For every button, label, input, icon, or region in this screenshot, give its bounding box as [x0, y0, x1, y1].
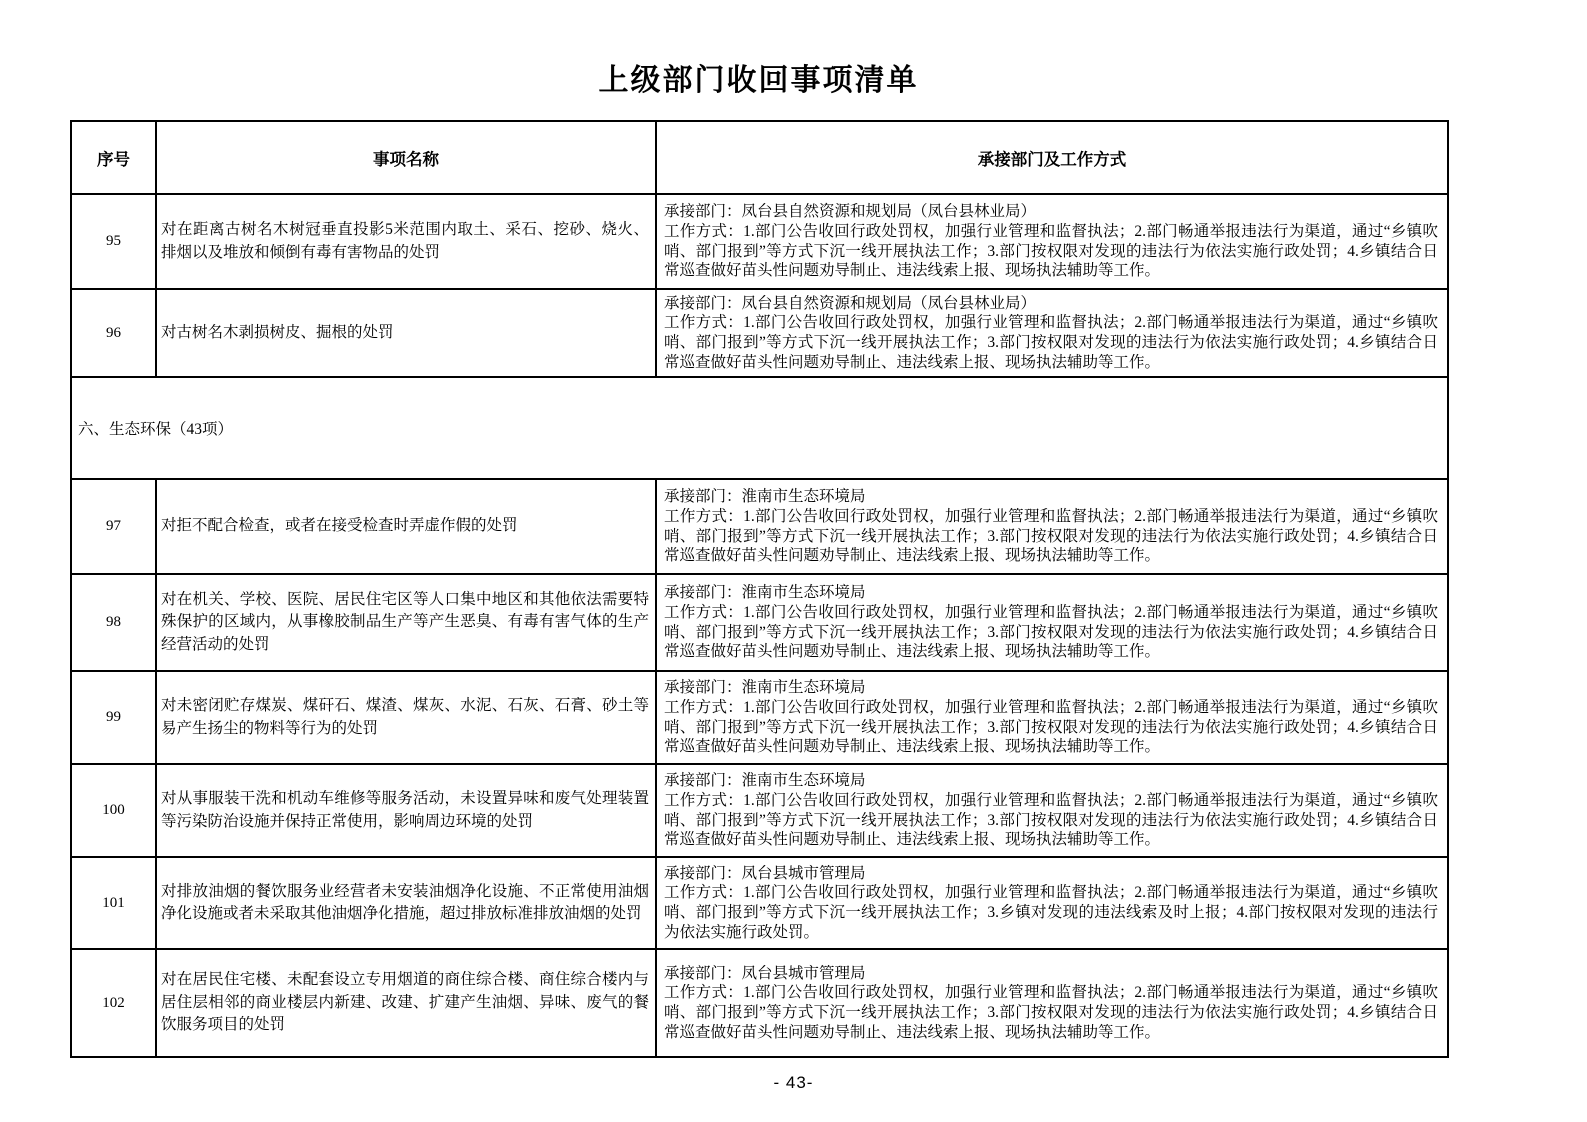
work-method-text: 工作方式：1.部门公告收回行政处罚权，加强行业管理和监督执法；2.部门畅通举报违法行为渠道，通过“乡镇吹哨、部门报到”等方式下沉一线开展执法工作；3.部门按权限对发现的违法行为依法实施行政处罚；4.乡镇结合日常巡查做好苗头性问题劝导制止、违法线索上报、现场执法辅助等工作。 — [664, 314, 1438, 371]
table-row — [71, 949, 1448, 1057]
undertaking-department-text: 承接部门：凤台县自然资源和规划局（凤台县林业局） — [664, 294, 1037, 312]
table-row — [71, 194, 1448, 289]
row-department-cell — [656, 574, 1448, 671]
header-cell-department: 承接部门及工作方式 — [656, 121, 1448, 194]
row-number-cell: 102 — [71, 949, 156, 1057]
row-number-cell: 96 — [71, 289, 156, 377]
undertaking-department-text: 承接部门：凤台县城市管理局 — [664, 864, 866, 882]
undertaking-department-text: 承接部门：淮南市生态环境局 — [664, 584, 866, 602]
work-method-text: 工作方式：1.部门公告收回行政处罚权，加强行业管理和监督执法；2.部门畅通举报违法行为渠道，通过“乡镇吹哨、部门报到”等方式下沉一线开展执法工作；3.乡镇对发现的违法线索及时上报；4.部门按权限对发现的违法行为依法实施行政处罚。 — [664, 884, 1438, 941]
table-body — [71, 194, 1448, 1057]
header-cell-item-name: 事项名称 — [156, 121, 656, 194]
row-item-name-cell: 对从事服装干洗和机动车维修等服务活动，未设置异味和废气处理装置等污染防治设施并保持正常使用，影响周边环境的处罚 — [156, 764, 656, 857]
row-number-cell: 97 — [71, 479, 156, 574]
section-label: 六、生态环保（43项） — [71, 377, 1448, 479]
page-number: - 43- — [773, 1073, 814, 1092]
table-row — [71, 764, 1448, 857]
work-method-text: 工作方式：1.部门公告收回行政处罚权，加强行业管理和监督执法；2.部门畅通举报违法行为渠道，通过“乡镇吹哨、部门报到”等方式下沉一线开展执法工作；3.部门按权限对发现的违法行为依法实施行政处罚；4.乡镇结合日常巡查做好苗头性问题劝导制止、违法线索上报、现场执法辅助等工作。 — [664, 603, 1438, 661]
undertaking-department-text: 承接部门：淮南市生态环境局 — [664, 772, 866, 790]
work-method-text: 工作方式：1.部门公告收回行政处罚权，加强行业管理和监督执法；2.部门畅通举报违法行为渠道，通过“乡镇吹哨、部门报到”等方式下沉一线开展执法工作；3.部门按权限对发现的违法行为依法实施行政处罚；4.乡镇结合日常巡查做好苗头性问题劝导制止、违法线索上报、现场执法辅助等工作。 — [664, 698, 1438, 756]
table-row — [71, 289, 1448, 377]
page-title: 上级部门收回事项清单 — [598, 64, 919, 97]
row-department-cell — [656, 479, 1448, 574]
table-row — [71, 479, 1448, 574]
row-department-cell — [656, 671, 1448, 764]
items-table — [70, 120, 1449, 1058]
table-row — [71, 857, 1448, 949]
row-department-cell — [656, 764, 1448, 857]
work-method-text: 工作方式：1.部门公告收回行政处罚权，加强行业管理和监督执法；2.部门畅通举报违法行为渠道，通过“乡镇吹哨、部门报到”等方式下沉一线开展执法工作；3.部门按权限对发现的违法行为依法实施行政处罚；4.乡镇结合日常巡查做好苗头性问题劝导制止、违法线索上报、现场执法辅助等工作。 — [664, 222, 1438, 280]
header-cell-index: 序号 — [71, 121, 156, 194]
section-header-row — [71, 377, 1448, 479]
row-number-cell: 98 — [71, 574, 156, 671]
row-department-cell — [656, 857, 1448, 949]
undertaking-department-text: 承接部门：淮南市生态环境局 — [664, 488, 866, 506]
table-row — [71, 574, 1448, 671]
row-item-name-cell: 对在机关、学校、医院、居民住宅区等人口集中地区和其他依法需要特殊保护的区域内，从事橡胶制品生产等产生恶臭、有毒有害气体的生产经营活动的处罚 — [156, 574, 656, 671]
row-number-cell: 101 — [71, 857, 156, 949]
row-number-cell: 95 — [71, 194, 156, 289]
row-item-name-cell: 对拒不配合检查，或者在接受检查时弄虚作假的处罚 — [156, 479, 656, 574]
row-number-cell: 100 — [71, 764, 156, 857]
table-row — [71, 671, 1448, 764]
work-method-text: 工作方式：1.部门公告收回行政处罚权，加强行业管理和监督执法；2.部门畅通举报违法行为渠道，通过“乡镇吹哨、部门报到”等方式下沉一线开展执法工作；3.部门按权限对发现的违法行为依法实施行政处罚；4.乡镇结合日常巡查做好苗头性问题劝导制止、违法线索上报、现场执法辅助等工作。 — [664, 507, 1438, 565]
row-department-cell — [656, 194, 1448, 289]
row-item-name-cell: 对古树名木剥损树皮、掘根的处罚 — [156, 289, 656, 377]
row-number-cell: 99 — [71, 671, 156, 764]
undertaking-department-text: 承接部门：淮南市生态环境局 — [664, 679, 866, 697]
undertaking-department-text: 承接部门：凤台县自然资源和规划局（凤台县林业局） — [664, 203, 1037, 221]
row-item-name-cell: 对未密闭贮存煤炭、煤矸石、煤渣、煤灰、水泥、石灰、石膏、砂土等易产生扬尘的物料等行为的处罚 — [156, 671, 656, 764]
row-department-cell — [656, 289, 1448, 377]
table-header-row — [71, 121, 1448, 194]
work-method-text: 工作方式：1.部门公告收回行政处罚权，加强行业管理和监督执法；2.部门畅通举报违法行为渠道，通过“乡镇吹哨、部门报到”等方式下沉一线开展执法工作；3.部门按权限对发现的违法行为依法实施行政处罚；4.乡镇结合日常巡查做好苗头性问题劝导制止、违法线索上报、现场执法辅助等工作。 — [664, 791, 1438, 849]
row-department-cell — [656, 949, 1448, 1057]
row-item-name-cell: 对在距离古树名木树冠垂直投影5米范围内取土、采石、挖砂、烧火、排烟以及堆放和倾倒有毒有害物品的处罚 — [156, 194, 656, 289]
row-item-name-cell: 对在居民住宅楼、未配套设立专用烟道的商住综合楼、商住综合楼内与居住层相邻的商业楼层内新建、改建、扩建产生油烟、异味、废气的餐饮服务项目的处罚 — [156, 949, 656, 1057]
undertaking-department-text: 承接部门：凤台县城市管理局 — [664, 964, 866, 982]
work-method-text: 工作方式：1.部门公告收回行政处罚权，加强行业管理和监督执法；2.部门畅通举报违法行为渠道，通过“乡镇吹哨、部门报到”等方式下沉一线开展执法工作；3.部门按权限对发现的违法行为依法实施行政处罚；4.乡镇结合日常巡查做好苗头性问题劝导制止、违法线索上报、现场执法辅助等工作。 — [664, 984, 1438, 1041]
row-item-name-cell: 对排放油烟的餐饮服务业经营者未安装油烟净化设施、不正常使用油烟净化设施或者未采取其他油烟净化措施，超过排放标准排放油烟的处罚 — [156, 857, 656, 949]
